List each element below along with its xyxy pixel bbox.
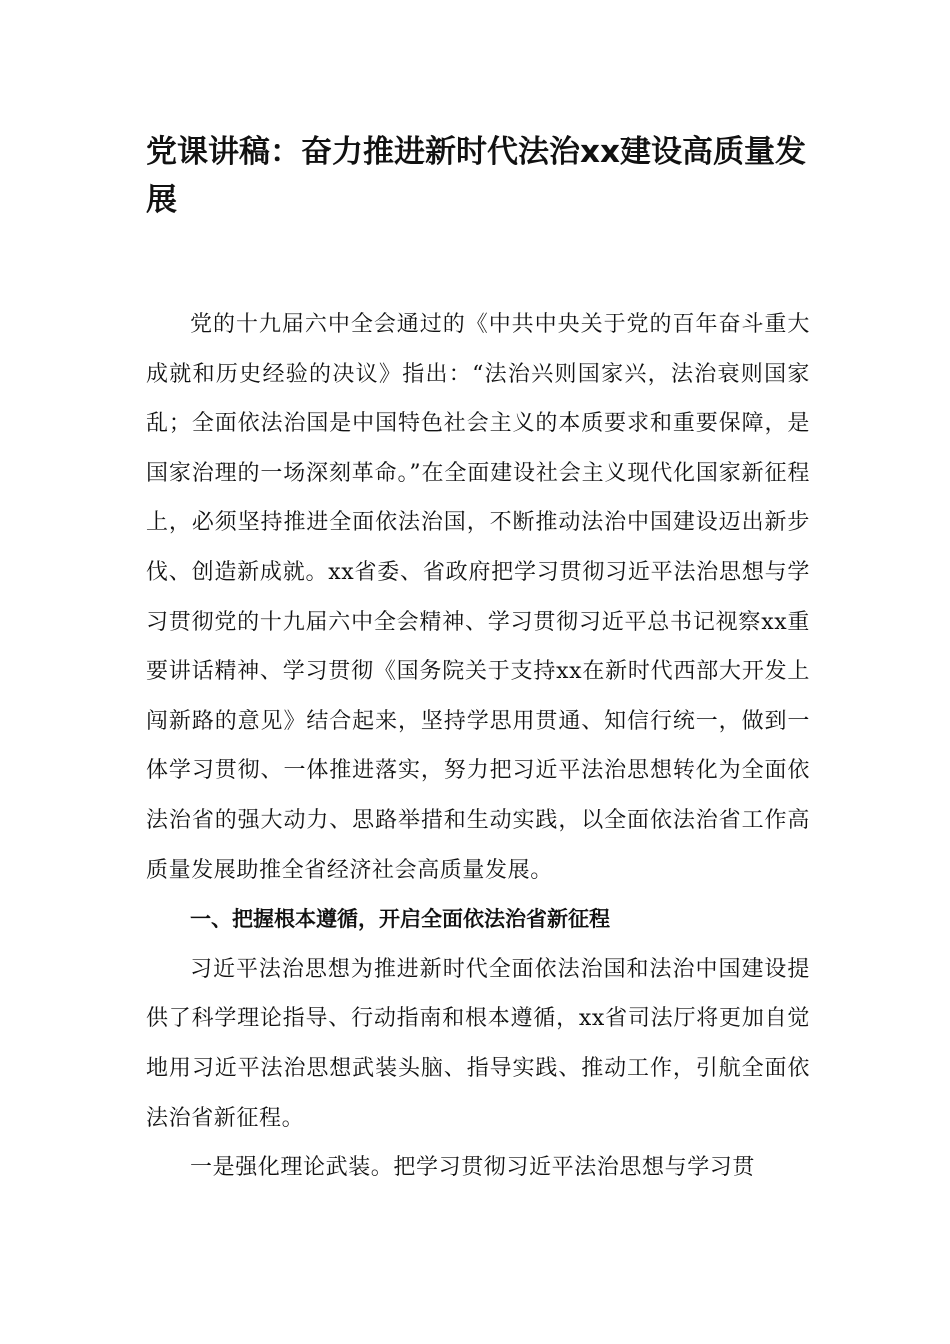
document-page <box>146 0 810 1193</box>
section-heading-1: 一、把握根本遵循，开启全面依法治省新征程 <box>190 907 610 932</box>
intro-paragraph: 党的十九届六中全会通过的《中共中央关于党的百年奋斗重大成就和历史经验的决议》指出：“法治兴则国家兴，法治衰则国家乱；全面依法治国是中国特色社会主义的本质要求和重要保障，是国家治理的一场深刻革命。”在全面建设社会主义现代化国家新征程上，必须坚持推进全面依法治国，不断推动法治中国建设迈出新步伐、创造新成就。xx省委、省政府把学习贯彻习近平法治思想与学习贯彻党的十九届六中全会精神、学习贯彻习近平总书记视察xx重要讲话精神、学习贯彻《国务院关于支持xx在新时代西部大开发上闯新路的意见》结合起来，坚持学思用贯通、知信行统一，做到一体学习贯彻、一体推进落实，努力把习近平法治思想转化为全面依法治省的强大动力、思路举措和生动实践，以全面依法治省工作高质量发展助推全省经济社会高质量发展。 <box>146 312 810 883</box>
document-title: 党课讲稿：奋力推进新时代法治xx建设高质量发展 <box>146 134 806 218</box>
section-1-paragraph: 习近平法治思想为推进新时代全面依法治国和法治中国建设提供了科学理论指导、行动指南和根本遵循，xx省司法厅将更加自觉地用习近平法治思想武装头脑、指导实践、推动工作，引航全面依法治省新征程。 <box>146 956 810 1131</box>
section-1-point-1: 一是强化理论武装。把学习贯彻习近平法治思想与学习贯 <box>190 1155 756 1181</box>
